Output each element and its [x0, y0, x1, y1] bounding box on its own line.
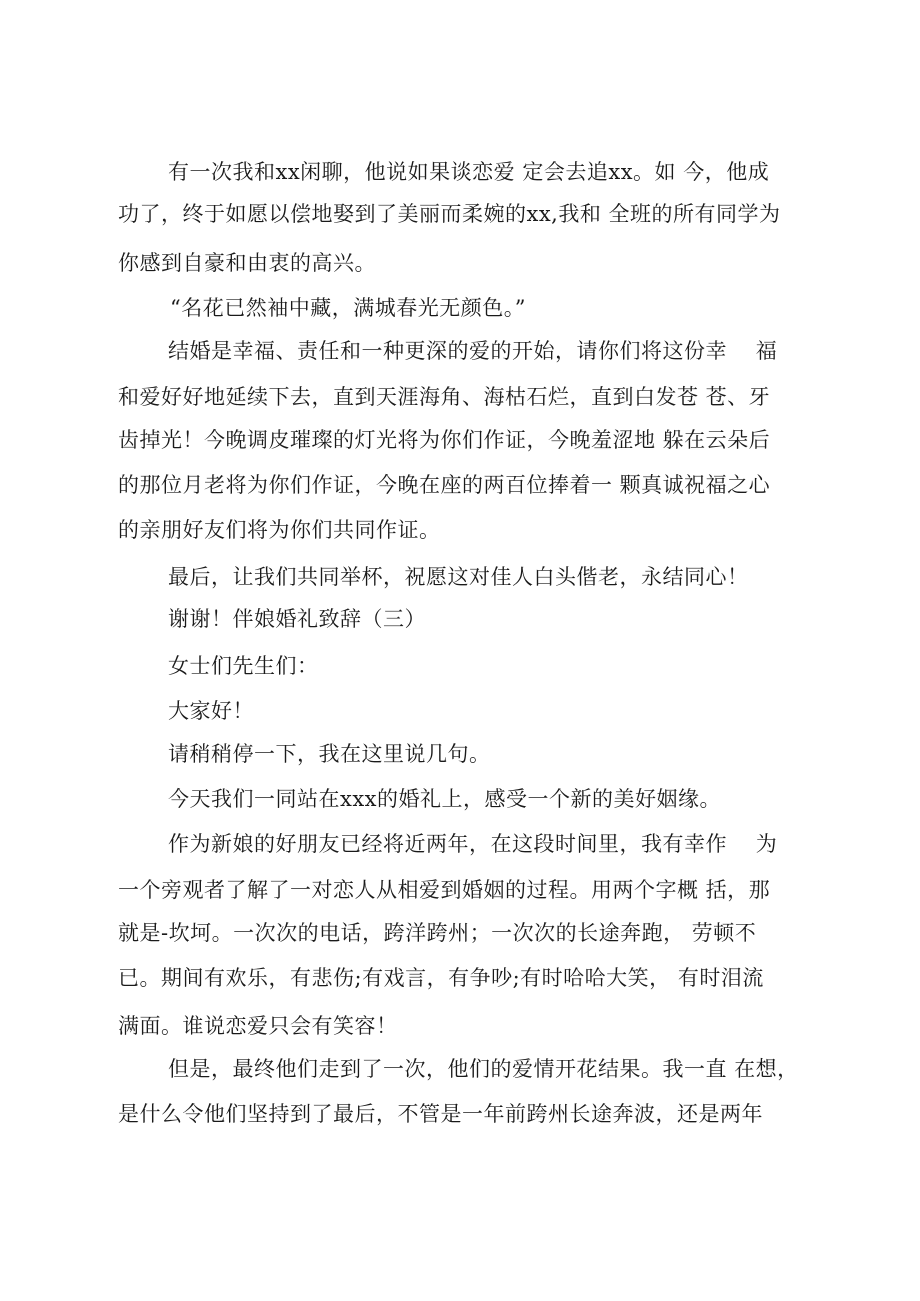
text-line: 已。期间有欢乐，有悲伤;有戏言，有争吵;有时哈哈大笑， 有时泪流	[118, 966, 764, 990]
text-line: 是什么令他们坚持到了最后，不管是一年前跨州长途奔波，还是两年	[118, 1102, 763, 1126]
text-line: 的亲朋好友们将为你们共同作证。	[118, 518, 441, 542]
text-line: 请稍稍停一下，我在这里说几句。	[168, 742, 491, 766]
text-line: 今天我们一同站在xxx的婚礼上，感受一个新的美好姻缘。	[168, 787, 722, 811]
text-line: 和爱好好地延续下去，直到天涯海角、海枯石烂，直到白发苍 苍、牙	[118, 385, 771, 409]
text-line: 齿掉光！今晚调皮璀璨的灯光将为你们作证，今晚羞涩地 躲在云朵后	[118, 428, 771, 452]
text-line: 你感到自豪和由衷的高兴。	[118, 251, 376, 275]
text-line: 功了，终于如愿以偿地娶到了美丽而柔婉的xx,我和 全班的所有同学为	[118, 202, 781, 226]
text-line: 就是-坎坷。一次次的电话，跨洋跨州；一次次的长途奔跑， 劳顿不	[118, 921, 757, 945]
greeting: 大家好！	[168, 699, 254, 723]
text-line: 的那位月老将为你们作证，今晚在座的两百位捧着一 颗真诚祝福之心	[118, 473, 771, 497]
text-line: 满面。谁说恋爱只会有笑容！	[118, 1014, 398, 1038]
text-line: 作为新娘的好朋友已经将近两年，在这段时间里，我有幸作 为	[168, 832, 778, 856]
quote-line: “名花已然袖中藏，满城春光无颜色。”	[170, 296, 526, 320]
text-line: 最后，让我们共同举杯，祝愿这对佳人白头偕老，永结同心！	[168, 565, 749, 589]
section-heading: 谢谢！伴娘婚礼致辞（三）	[168, 607, 426, 631]
salutation: 女士们先生们：	[168, 654, 319, 678]
text-line: 结婚是幸福、责任和一种更深的爱的开始，请你们将这份幸 福	[168, 339, 778, 363]
text-line: 但是，最终他们走到了一次，他们的爱情开花结果。我一直 在想，	[168, 1057, 799, 1081]
text-line: 一个旁观者了解了一对恋人从相爱到婚姻的过程。用两个字概 括，那	[118, 878, 771, 902]
text-line: 有一次我和xx闲聊，他说如果谈恋爱 定会去追xx。如 今，他成	[168, 160, 770, 184]
